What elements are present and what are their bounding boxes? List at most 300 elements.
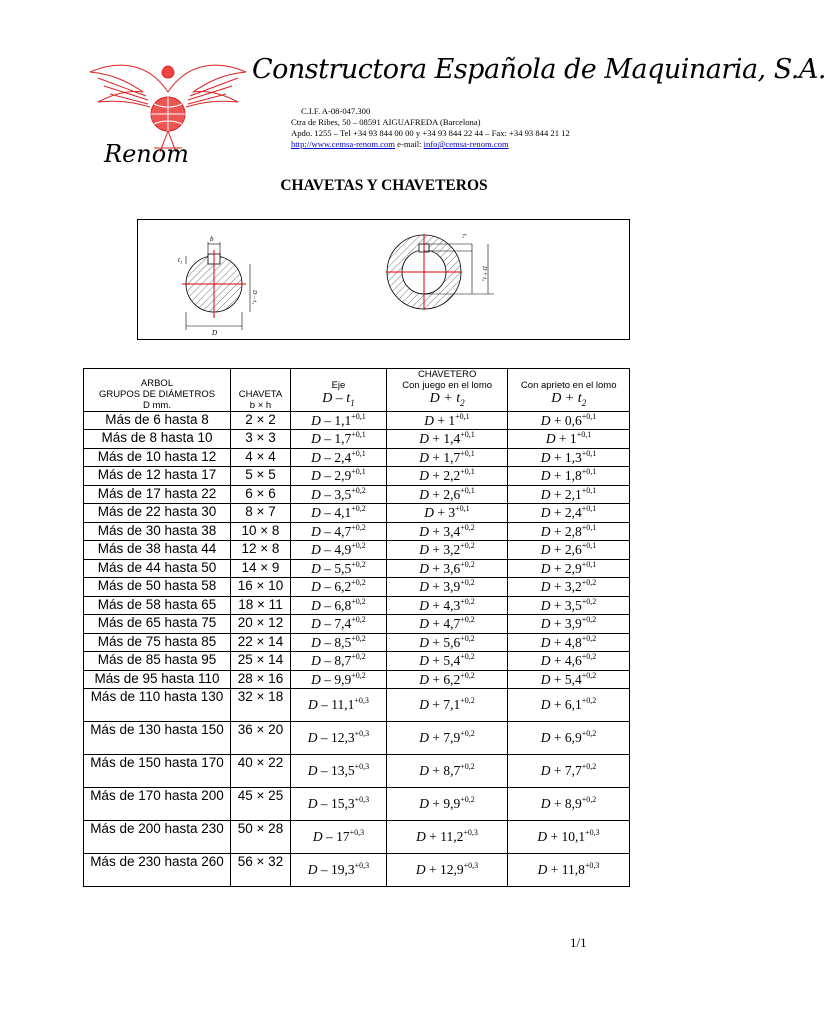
variable-d: D (537, 829, 548, 845)
variable-d: D (540, 616, 551, 632)
variable-d: D (419, 616, 429, 632)
tolerance: +0,2 (351, 652, 366, 662)
hub-interference-cell (508, 578, 630, 597)
formula-value: + 4,8 (553, 634, 582, 650)
page-number: 1/1 (570, 935, 587, 950)
address-line: Ctra de Ribes, 50 – 08591 AIGUAFREDA (Barcelona) (291, 117, 481, 127)
hub-interference-cell (508, 670, 630, 689)
diameter-group-cell: Más de 6 hasta 8 (84, 411, 231, 430)
brand-name: Renom (104, 140, 189, 168)
variable-d: D (311, 542, 321, 558)
key-size-cell: 10 × 8 (231, 522, 291, 541)
variable-d: D (311, 505, 321, 521)
formula-value: + 2,4 (553, 505, 582, 521)
tolerance: +0,3 (463, 828, 478, 838)
variable-d: D (311, 616, 321, 632)
formula-value: + 1,8 (553, 468, 582, 484)
variable-d: D (311, 431, 321, 447)
tolerance: +0,3 (354, 762, 370, 772)
header-aprieto-formula: $D + t_2$ (551, 391, 587, 408)
shaft-depth-cell (291, 522, 387, 541)
formula-value: + 2,6 (432, 486, 461, 502)
header-chavetero-label: CHAVETERO (417, 369, 477, 380)
formula-value: + 1 (437, 412, 456, 428)
key-size-cell: 36 × 20 (231, 722, 291, 755)
variable-d: D (540, 412, 551, 428)
label-D: D (212, 329, 218, 337)
header-eje: Eje (331, 380, 346, 391)
variable-d: D (540, 449, 551, 465)
tolerance: +0,2 (581, 696, 597, 706)
key-size-cell: 22 × 14 (231, 633, 291, 652)
variable-d: D (312, 829, 323, 845)
hub-clearance-cell (387, 652, 508, 671)
formula-value: + 1,4 (432, 431, 461, 447)
variable-d: D (308, 697, 318, 713)
formula-value: + 11,8 (550, 862, 585, 878)
variable-d: D (419, 486, 429, 502)
header-arbol-line3: D mm. (143, 399, 171, 411)
hub-interference-cell (508, 559, 630, 578)
variable-d: D (307, 730, 318, 746)
hub-clearance-cell (387, 788, 508, 821)
variable-d: D (419, 449, 429, 465)
formula-value: + 5,4 (432, 653, 461, 669)
formula-value: + 11,2 (429, 829, 464, 845)
table-row (84, 652, 630, 671)
shaft-depth-cell (291, 467, 387, 486)
tolerance: +0,2 (351, 522, 366, 532)
hub-clearance-cell (387, 755, 508, 788)
key-size-cell: 40 × 22 (231, 755, 291, 788)
table-row (84, 596, 630, 615)
tolerance: +0,2 (460, 522, 475, 532)
variable-d: D (419, 763, 429, 779)
formula-value: + 7,1 (432, 697, 461, 713)
table-row (84, 788, 630, 821)
variable-d: D (424, 412, 435, 428)
variable-d: D (311, 671, 321, 687)
hub-interference-cell (508, 541, 630, 560)
variable-d: D (540, 597, 551, 613)
contact-line (291, 139, 570, 150)
table-row (84, 522, 630, 541)
diameter-group-cell: Más de 30 hasta 38 (84, 522, 231, 541)
variable-d: D (419, 653, 429, 669)
formula-value: + 8,9 (553, 796, 582, 812)
formula-value: – 19,3 (320, 862, 355, 878)
variable-d: D (419, 542, 429, 558)
formula-value: + 3,9 (553, 616, 582, 632)
tolerance: +0,2 (460, 652, 475, 662)
formula-value: – 5,5 (324, 560, 352, 576)
tolerance: +0,2 (581, 596, 597, 606)
variable-d: D (311, 579, 321, 595)
variable-d: D (545, 431, 556, 447)
tolerance: +0,2 (460, 795, 475, 805)
tolerance: +0,2 (351, 485, 366, 495)
tolerance: +0,1 (351, 430, 366, 440)
tolerance: +0,1 (460, 430, 475, 440)
formula-value: + 3,5 (553, 597, 582, 613)
tolerance: +0,2 (460, 559, 475, 569)
diameter-group-cell: Más de 110 hasta 130 (84, 689, 231, 722)
table-row (84, 504, 630, 523)
formula-value: – 4,9 (324, 542, 352, 558)
tolerance: +0,3 (349, 828, 365, 838)
variable-d: D (540, 468, 551, 484)
tolerance: +0,1 (455, 411, 470, 421)
page-title: CHAVETAS Y CHAVETEROS (280, 177, 488, 194)
tolerance: +0,1 (351, 448, 366, 458)
formula-value: + 3,6 (432, 560, 461, 576)
diameter-group-cell: Más de 75 hasta 85 (84, 633, 231, 652)
diameter-group-cell: Más de 22 hasta 30 (84, 504, 231, 523)
diameter-group-cell: Más de 230 hasta 260 (84, 854, 231, 887)
diameter-group-cell: Más de 8 hasta 10 (84, 430, 231, 449)
variable-d: D (540, 730, 551, 746)
variable-d: D (540, 486, 551, 502)
variable-d: D (540, 796, 551, 812)
tolerance: +0,2 (581, 795, 597, 805)
variable-d: D (311, 653, 321, 669)
shaft-depth-cell (291, 821, 387, 854)
hub-interference-cell (508, 448, 630, 467)
formula-value: + 4,6 (553, 653, 582, 669)
formula-value: + 1 (558, 431, 577, 447)
key-size-cell: 4 × 4 (231, 448, 291, 467)
tolerance: +0,1 (581, 559, 597, 569)
hub-clearance-cell (387, 411, 508, 430)
variable-d: D (540, 653, 551, 669)
tolerance: +0,2 (460, 633, 475, 643)
tolerance: +0,2 (460, 596, 475, 606)
tolerance: +0,3 (584, 861, 600, 871)
hub-interference-cell (508, 821, 630, 854)
key-size-cell: 6 × 6 (231, 485, 291, 504)
tolerance: +0,2 (351, 504, 366, 514)
hub-interference-cell (508, 430, 630, 449)
variable-d: D (537, 862, 548, 878)
formula-value: + 2,9 (553, 560, 582, 576)
table-row (84, 854, 630, 887)
hub-interference-cell (508, 596, 630, 615)
diameter-group-cell: Más de 44 hasta 50 (84, 559, 231, 578)
tolerance: +0,2 (460, 615, 475, 625)
hub-clearance-cell (387, 670, 508, 689)
header-arbol-line1: ARBOL (140, 377, 174, 389)
key-size-cell: 56 × 32 (231, 854, 291, 887)
formula-value: – 6,8 (324, 597, 352, 613)
tolerance: +0,1 (581, 485, 597, 495)
hub-clearance-cell (387, 821, 508, 854)
hub-clearance-cell (387, 615, 508, 634)
tolerance: +0,2 (460, 762, 475, 772)
hub-clearance-cell (387, 633, 508, 652)
hub-interference-cell (508, 633, 630, 652)
hub-interference-cell (508, 467, 630, 486)
formula-value: + 6,2 (432, 671, 461, 687)
hub-interference-cell (508, 652, 630, 671)
hub-interference-cell (508, 615, 630, 634)
hub-clearance-cell (387, 722, 508, 755)
variable-d: D (311, 597, 321, 613)
label-b: b (210, 235, 214, 243)
variable-d: D (540, 505, 551, 521)
hub-clearance-cell (387, 504, 508, 523)
diameter-group-cell: Más de 12 hasta 17 (84, 467, 231, 486)
address-block (291, 106, 570, 150)
key-size-cell: 16 × 10 (231, 578, 291, 597)
tolerance: +0,3 (354, 729, 370, 739)
tolerance: +0,3 (585, 828, 600, 838)
shaft-depth-cell (291, 670, 387, 689)
tolerance: +0,1 (460, 485, 475, 495)
table-row (84, 821, 630, 854)
tolerance: +0,2 (351, 670, 366, 680)
label-d-plus-t2: D + t₂ (481, 266, 487, 282)
table-row (84, 541, 630, 560)
tolerance: +0,2 (581, 578, 597, 588)
table-header-row (84, 369, 630, 412)
key-size-cell: 14 × 9 (231, 559, 291, 578)
tolerance: +0,1 (460, 467, 475, 477)
tolerance: +0,2 (460, 578, 475, 588)
table-row (84, 722, 630, 755)
tolerance: +0,3 (463, 861, 479, 871)
tolerance: +0,2 (351, 578, 366, 588)
variable-d: D (419, 597, 429, 613)
hub-interference-cell (508, 722, 630, 755)
diameter-group-cell: Más de 10 hasta 12 (84, 448, 231, 467)
email-link[interactable]: info@cemsa-renom.com (423, 139, 509, 149)
hub-clearance-cell (387, 559, 508, 578)
tolerance: +0,3 (354, 696, 369, 706)
variable-d: D (419, 468, 429, 484)
hub-interference-cell (508, 411, 630, 430)
formula-value: – 2,9 (324, 468, 352, 484)
variable-d: D (419, 634, 429, 650)
header-juego-formula: $D + t_2$ (429, 391, 465, 408)
tolerance: +0,2 (351, 633, 366, 643)
key-size-cell: 45 × 25 (231, 788, 291, 821)
table-row (84, 670, 630, 689)
formula-value: + 3,2 (553, 579, 582, 595)
key-size-cell: 8 × 7 (231, 504, 291, 523)
variable-d: D (540, 542, 551, 558)
formula-value: + 5,6 (432, 634, 461, 650)
diameter-group-cell: Más de 200 hasta 230 (84, 821, 231, 854)
tolerance: +0,2 (351, 541, 366, 551)
variable-d: D (415, 862, 426, 878)
website-link[interactable]: http://www.cemsa-renom.com (291, 139, 395, 149)
hub-clearance-cell (387, 448, 508, 467)
variable-d: D (419, 697, 429, 713)
formula-value: + 1,3 (553, 449, 582, 465)
tolerance: +0,2 (460, 541, 475, 551)
formula-value: + 3,4 (432, 523, 461, 539)
tolerance: +0,2 (351, 559, 366, 569)
table-row (84, 633, 630, 652)
variable-d: D (419, 671, 429, 687)
formula-value: + 3,2 (432, 542, 461, 558)
tolerance: +0,1 (581, 541, 597, 551)
label-d-minus-t1: D – t₁ (251, 290, 257, 305)
formula-value: – 13,5 (320, 763, 355, 779)
key-size-cell: 20 × 12 (231, 615, 291, 634)
diameter-group-cell: Más de 50 hasta 58 (84, 578, 231, 597)
shaft-depth-cell (291, 689, 387, 722)
formula-value: – 3,5 (324, 486, 352, 502)
cif-line: C.I.F. A-08-047.300 (301, 106, 371, 116)
tolerance: +0,1 (581, 411, 597, 421)
tolerance: +0,2 (581, 670, 597, 680)
hub-interference-cell (508, 788, 630, 821)
table-row (84, 578, 630, 597)
shaft-depth-cell (291, 722, 387, 755)
variable-d: D (424, 505, 435, 521)
variable-d: D (307, 862, 318, 878)
table-row (84, 411, 630, 430)
key-size-cell: 25 × 14 (231, 652, 291, 671)
header-chaveta-line2: b × h (249, 399, 272, 411)
variable-d: D (307, 763, 318, 779)
shaft-depth-cell (291, 788, 387, 821)
tolerance: +0,1 (576, 430, 592, 440)
hub-clearance-cell (387, 541, 508, 560)
variable-d: D (540, 671, 551, 687)
hub-interference-cell (508, 485, 630, 504)
shaft-depth-cell (291, 854, 387, 887)
keyway-diagram (137, 219, 630, 340)
hub-clearance-cell (387, 467, 508, 486)
diameter-group-cell: Más de 17 hasta 22 (84, 485, 231, 504)
formula-value: + 7,7 (553, 763, 582, 779)
variable-d: D (419, 730, 429, 746)
shaft-depth-cell (291, 411, 387, 430)
table-row (84, 559, 630, 578)
diameter-group-cell: Más de 58 hasta 65 (84, 596, 231, 615)
tolerance: +0,2 (581, 633, 597, 643)
variable-d: D (311, 449, 321, 465)
hub-clearance-cell (387, 522, 508, 541)
tolerance: +0,2 (460, 670, 475, 680)
hub-clearance-cell (387, 430, 508, 449)
tolerance: +0,1 (581, 522, 597, 532)
shaft-depth-cell (291, 430, 387, 449)
formula-value: + 4,3 (432, 597, 461, 613)
variable-d: D (540, 634, 551, 650)
formula-value: – 12,3 (320, 730, 355, 746)
formula-value: + 3,9 (432, 579, 461, 595)
formula-value: + 6,1 (553, 697, 582, 713)
variable-d: D (311, 486, 321, 502)
shaft-depth-cell (291, 559, 387, 578)
tolerance: +0,2 (581, 762, 597, 772)
formula-value: + 5,4 (553, 671, 582, 687)
diameter-group-cell: Más de 95 hasta 110 (84, 670, 231, 689)
formula-value: – 9,9 (324, 671, 352, 687)
table-row (84, 448, 630, 467)
company-name: Constructora Española de Maquinaria, S.A. (252, 54, 826, 85)
hub-interference-cell (508, 755, 630, 788)
tolerance: +0,1 (581, 467, 597, 477)
formula-value: – 2,4 (324, 449, 352, 465)
tolerance: +0,3 (354, 861, 370, 871)
table-row (84, 485, 630, 504)
formula-value: + 6,9 (553, 730, 582, 746)
hub-interference-cell (508, 854, 630, 887)
formula-value: – 8,7 (324, 653, 352, 669)
header-juego: Con juego en el lomo (402, 380, 493, 391)
tolerance: +0,3 (354, 795, 370, 805)
variable-d: D (419, 560, 429, 576)
formula-value: + 9,9 (432, 796, 461, 812)
variable-d: D (419, 523, 429, 539)
formula-value: + 1,7 (432, 449, 461, 465)
variable-d: D (419, 579, 429, 595)
formula-value: – 4,7 (324, 523, 352, 539)
formula-value: + 0,6 (553, 412, 582, 428)
tolerance: +0,2 (460, 696, 475, 706)
variable-d: D (540, 697, 551, 713)
header-arbol (84, 369, 231, 412)
tolerance: +0,1 (581, 504, 597, 514)
hub-clearance-cell (387, 854, 508, 887)
formula-value: + 3 (437, 505, 456, 521)
tolerance: +0,2 (351, 615, 366, 625)
variable-d: D (540, 523, 551, 539)
hub-clearance-cell (387, 578, 508, 597)
formula-value: – 1,1 (324, 412, 352, 428)
tolerance: +0,2 (351, 596, 366, 606)
formula-value: + 2,1 (553, 486, 582, 502)
variable-d: D (419, 431, 429, 447)
variable-d: D (311, 560, 321, 576)
diameter-group-cell: Más de 85 hasta 95 (84, 652, 231, 671)
variable-d: D (540, 763, 551, 779)
shaft-depth-cell (291, 755, 387, 788)
header-chaveta-line1: CHAVETA (238, 388, 283, 400)
formula-value: – 7,4 (324, 616, 352, 632)
variable-d: D (311, 468, 321, 484)
variable-d: D (311, 523, 321, 539)
formula-value: – 15,3 (320, 796, 355, 812)
key-size-cell: 28 × 16 (231, 670, 291, 689)
shaft-depth-cell (291, 578, 387, 597)
keyway-table (83, 368, 630, 887)
tolerance: +0,2 (460, 729, 475, 739)
table-row (84, 755, 630, 788)
formula-value: – 17 (325, 829, 350, 845)
email-label: e-mail: (397, 139, 422, 149)
header-aprieto: Con aprieto en el lomo (520, 380, 617, 391)
formula-value: – 6,2 (324, 579, 352, 595)
hub-section (386, 234, 494, 310)
hub-interference-cell (508, 689, 630, 722)
diameter-group-cell: Más de 65 hasta 75 (84, 615, 231, 634)
variable-d: D (311, 412, 321, 428)
tolerance: +0,2 (581, 729, 597, 739)
variable-d: D (311, 634, 321, 650)
tolerance: +0,2 (581, 615, 597, 625)
label-t2: t₂ (461, 234, 467, 238)
shaft-depth-cell (291, 504, 387, 523)
formula-value: + 2,2 (432, 468, 461, 484)
hub-clearance-cell (387, 689, 508, 722)
diameter-group-cell: Más de 38 hasta 44 (84, 541, 231, 560)
variable-d: D (419, 796, 429, 812)
